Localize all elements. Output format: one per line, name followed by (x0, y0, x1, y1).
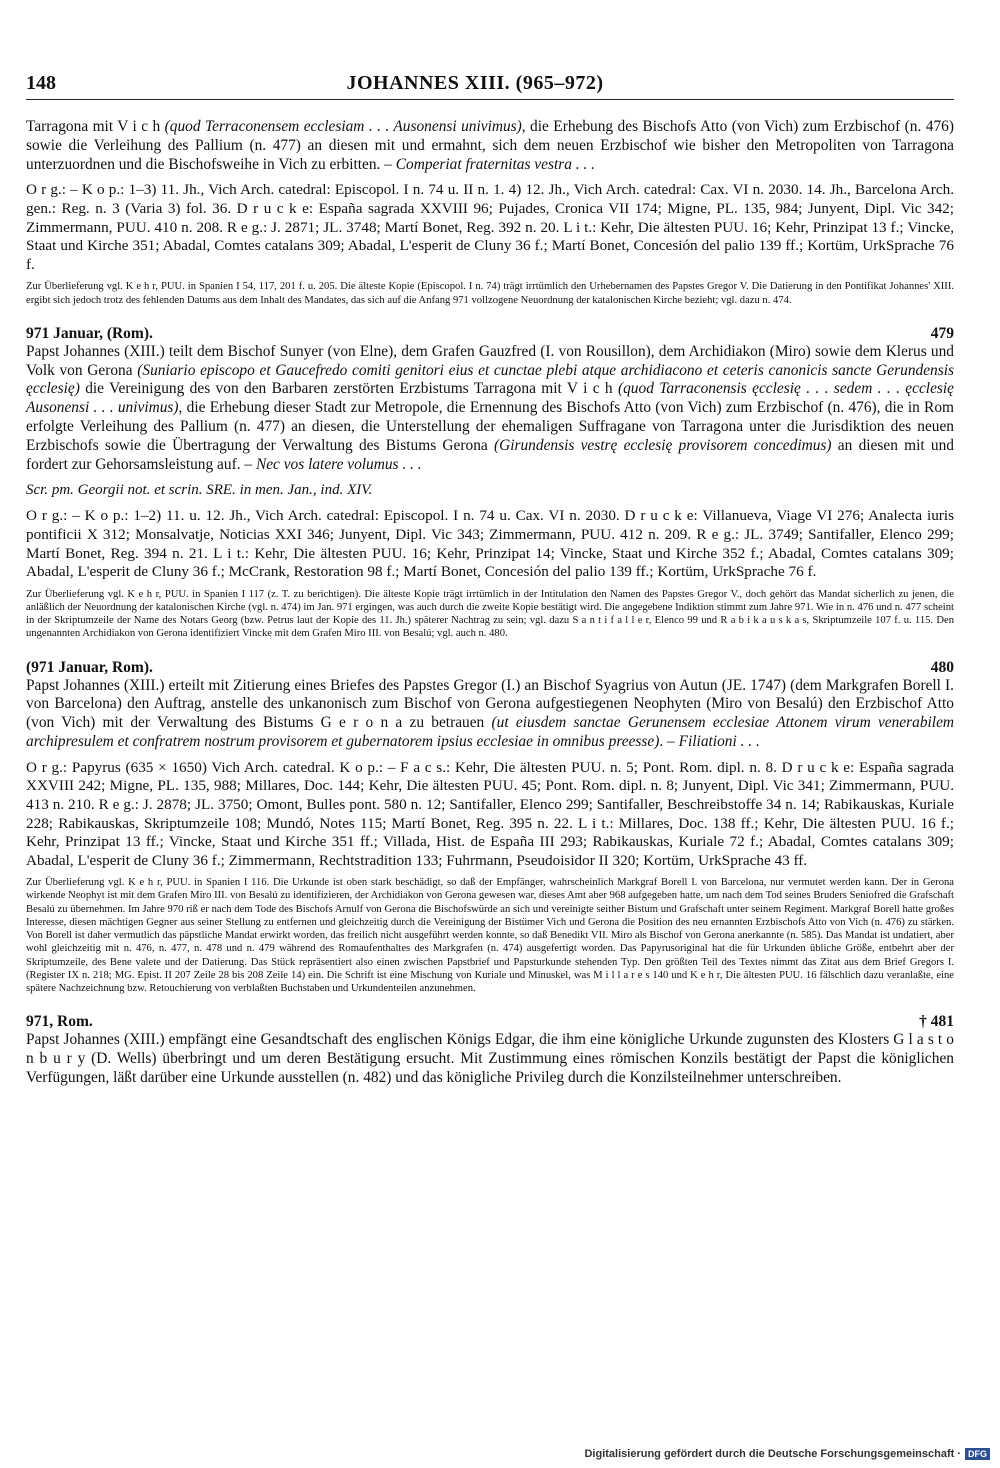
entry-body: Tarragona mit V i c h (quod Terraconensem ecclesiam . . . Ausonensi univimus), die Erhebung des Bischofs Atto (von Vich) zum Erzbischof (n. 476) sowie die Verleihung des Pallium (n. 477) an diesen mit und ermahnt, sich dem neuen Erzbischof wie bisher den Metropoliten von Tarragona unterzuordnen und die Bischofsweihe in Vich zu erbitten. – Comperiat fraternitas vestra . . . (26, 118, 954, 173)
entry-notes: O r g.: – K o p.: 1–3) 11. Jh., Vich Arch. catedral: Episcopol. I n. 74 u. II n. 1. 4) 12. Jh., Vich Arch. catedral: Cax. VI n. 2030. 14. Jh., Barcelona Arch. gen.: Reg. n. 3 (Varia 3) fol. 36. D r u c k e: España sagrada XXVIII 96; Pujades, Cronica VII 174; Migne, PL. 135, 984; Junyent, Dipl. Vic 342; Zimmermann, PUU. 410 n. 208. R e g.: J. 2871; JL. 3748; Martí Bonet, Reg. 392 n. 20. L i t.: Kehr, Die ältesten PUU. 16; Kehr, Prinzipat 13 f.; Vincke, Staat und Kirche 351; Abadal, Comtes catalans 309; Abadal, L'esperit de Cluny 36 f.; Martí Bonet, Concesión del palio 139 ff.; Kortüm, UrkSprache 76 f. (26, 181, 954, 273)
entry-number: 480 (930, 658, 954, 676)
regest-entry-480 (26, 658, 954, 996)
entry-header (26, 1012, 954, 1031)
page-number: 148 (26, 72, 56, 94)
entry-header (26, 324, 954, 343)
entry-body: Papst Johannes (XIII.) teilt dem Bischof Sunyer (von Elne), dem Grafen Gauzfred (I. von Rousillon), dem Archidiakon (Miro) sowie dem Klerus und Volk von Gerona (Suniario episcopo et Gaucefredo comiti genitori eius et cunctae plebi atque archidiacono et ceteris canonicis sancte Gerundensis ęcclesię) die Vereinigung des von den Barbaren zerstörten Erzbistums Tarragona mit V i c h (quod Tarraconensis ęcclesię . . . sedem . . . ęcclesię Ausonensi . . . univimus), die Erhebung dieser Stadt zur Metropole, die Ernennung des Bischofs Atto (von Vich) zum Erzbischof (n. 476), die in Rom erfolgte Verleihung des Pallium (n. 477) an diesen, die Unterstellung der ehemaligen Suffragane von Tarragona unter die Jurisdiktion des neuen Erzbischofs sowie die Übertragung der Verwaltung des Bistums Gerona (Girundensis vestrę ecclesię provisorem concedimus) an diesen mit und fordert zur Gehorsamsleistung auf. – Nec vos latere volumus . . . (26, 342, 955, 473)
continued-entry (26, 118, 954, 307)
document-page (26, 72, 954, 1088)
dfg-logo-icon: DFG (965, 1448, 990, 1460)
entry-commentary: Zur Überlieferung vgl. K e h r, PUU. in Spanien I 117 (z. T. zu berichtigen). Die älteste Kopie trägt irrtümlich in der Intitulation den Namen des Papstes Gregor V., doch gehört das Mandat sicherlich zu jenen, die anläßlich der Neuordnung der katalonischen Kirche (vgl. n. 474) im Jan. 971 ergingen, was auch durch die zweite Kopie bestätigt wird. Die angegebene Indiktion stimmt zum Jahre 971. Wie in n. 476 und n. 477 scheint in der Skriptumzeile der Name des Notars Georg (bzw. Petrus laut der Kopie des 11. Jh.) späterer Nachtrag zu sein; vgl. dazu S a n t i f a l l e r, Elenco 99 und R a b i k a u s k a s, Skriptumzeile 107 f. u. 115. Den ungenannten Archidiakon von Gerona identifiziert Vincke mit dem Grafen Miro III. von Besalú; vgl. auch n. 480. (26, 588, 954, 640)
entry-header (26, 658, 954, 677)
footer-text: Digitalisierung gefördert durch die Deutsche Forschungsgemeinschaft · (584, 1448, 961, 1460)
entry-notes: O r g.: – K o p.: 1–2) 11. u. 12. Jh., Vich Arch. catedral: Episcopol. I n. 74 u. Cax. VI n. 2030. D r u c k e: Villanueva, Viage VI 276; Analecta iuris pontificii X 312; Monsalvatje, Noticias XXI 346; Junyent, Dipl. Vic 343; Zimmermann, PUU. 412 n. 209. R e g.: JL. 3749; Santifaller, Elenco 299; Martí Bonet, Reg. 394 n. 21. L i t.: Kehr, Die ältesten PUU. 16; Kehr, Prinzipat 14; Vincke, Staat und Kirche 352 f.; Abadal, Comtes catalans 309; Abadal, L'esperit de Cluny 36 f.; McCrank, Restoration 98 f.; Martí Bonet, Concesión del palio 139 ff.; Kortüm, UrkSprache 76 f. (26, 507, 954, 581)
entry-date: (971 Januar, Rom). (26, 658, 153, 676)
entry-date: 971 Januar, (Rom). (26, 324, 153, 342)
entry-commentary: Zur Überlieferung vgl. K e h r, PUU. in Spanien I 54, 117, 201 f. u. 205. Die älteste Kopie (Episcopol. I n. 74) trägt irrtümlich den Urhebernamen des Papstes Gregor V. Die Datierung in den Pontifikat Johannes' XIII. ergibt sich jedoch trotz des fehlenden Datums aus dem Inhalt des Mandates, das sich auf die Anfang 971 vollzogene Neuordnung der katalonischen Kirche bezieht; vgl. dazu n. 474. (26, 281, 954, 306)
entry-body: Papst Johannes (XIII.) erteilt mit Zitierung eines Briefes des Papstes Gregor (I.) an Bischof Syagrius von Autun (JE. 1747) (dem Markgrafen Borell I. von Barcelona) den Auftrag, anstelle des unkanonisch zum Bischof von Gerona aufgestiegenen Neophyten (Miro von Besalú) den Erzbischof Atto (von Vich) mit der Verwaltung des Bistums G e r o n a zu betrauen (ut eiusdem sanctae Gerunensem ecclesiae Attonem virum venerabilem archipresulem et confratrem nostrum provisorem et gubernatorem ipsius ecclesiae in omnibus preesse). – Filiationi . . . (26, 676, 955, 750)
regest-entry-481 (26, 1012, 954, 1087)
dating-line: Scr. pm. Georgii not. et scrin. SRE. in men. Jan., ind. XIV. (26, 482, 373, 499)
regest-entry-479 (26, 324, 954, 641)
digitization-footer (584, 1448, 990, 1460)
entry-date: 971, Rom. (26, 1013, 93, 1031)
entry-commentary: Zur Überlieferung vgl. K e h r, PUU. in Spanien I 116. Die Urkunde ist oben stark beschädigt, so daß der Empfänger, wahrscheinlich Markgraf Borell I. von Barcelona, nur vermutet werden kann. Der in Gerona wirkende Neophyt ist mit dem Grafen Miro III. von Besalú zu identifizieren, der Archidiakon von Gerona gewesen war, dieses Amt aber 968 aufgegeben hatte, um nach dem Tod seines Bruders Seniofred die Grafschaft Besalú zu übernehmen. Im Jahre 970 riß er nach dem Tode des Bischofs Arnulf von Gerona die Bischofswürde an sich und vereinigte seither Bistum und Grafschaft unter seinem Regiment. Markgraf Borell hatte großes Interesse, diesen mächtigen Gegner aus seiner Stellung zu entfernen und gleichzeitig durch die Vereinigung der Bistümer Vich und Gerona die Position des neu ernannten Erzbischofs Atto von Vich (n. 476) zu stärken. Von Borell ist daher vermutlich das päpstliche Mandat erwirkt worden, das freilich nicht ausgeführt werden konnte, so daß Benedikt VII. Miro als Bischof von Gerona anerkannte (n. 585). Das Mandat ist undatiert, aber wohl gleichzeitig mit n. 476, n. 477, n. 478 und n. 479 während des Romaufenthaltes des Markgrafen (n. 474) ausgefertigt worden. Das Papyrusoriginal hat die für Urkunden übliche Größe, entbehrt aber der Skriptumzeile, des Bene valete und der Datierung. Das Stück repräsentiert also einen zwischen Papstbrief und Papsturkunde stehenden Typ. Den größten Teil des Textes nimmt das Zitat aus dem Brief Gregors I. (Register IX n. 218; MG. Epist. II 207 Zeile 28 bis 208 Zeile 14) ein. Die Schrift ist eine Mischung von Kuriale und Minuskel, was M i l l a r e s 140 und K e h r, Die ältesten PUU. 16 fälschlich dazu veranlaßte, eine spätere Nachzeichnung bzw. Retouchierung von verblaßten Buchstaben und Urkundenteilen anzunehmen. (26, 877, 954, 994)
entry-body: Papst Johannes (XIII.) empfängt eine Gesandtschaft des englischen Königs Edgar, die ihm eine königliche Urkunde zugunsten des Klosters G l a s t o n b u r y (D. Wells) überbringt und um deren Bestätigung ersucht. Mit Zustimmung eines römischen Konzils bestätigt der Papst die königlichen Verfügungen, läßt darüber eine Urkunde ausstellen (n. 482) und das königliche Privileg durch die Konzilsteilnehmer unterschreiben. (26, 1031, 954, 1086)
running-head (26, 72, 954, 95)
entry-number: † 481 (919, 1013, 954, 1031)
entry-number: 479 (930, 324, 954, 342)
page-title: JOHANNES XIII. (965–972) (346, 72, 604, 94)
entry-notes: O r g.: Papyrus (635 × 1650) Vich Arch. catedral. K o p.: – F a c s.: Kehr, Die ältesten PUU. n. 5; Pont. Rom. dipl. n. 8. D r u c k e: España sagrada XXVIII 242; Migne, PL. 135, 988; Millares, Doc. 144; Kehr, Die ältesten PUU. 45; Pont. Rom. dipl. n. 8; Junyent, Dipl. Vic 341; Zimmermann, PUU. 413 n. 210. R e g.: J. 2878; JL. 3750; Omont, Bulles pont. 580 n. 12; Santifaller, Elenco 299; Santifaller, Beschreibstoffe 34 n. 14; Rabikauskas, Kuriale 228; Rabikauskas, Skriptumzeile 108; Mundó, Notes 115; Martí Bonet, Reg. 395 n. 22. L i t.: Millares, Doc. 138 ff.; Kehr, Die ältesten PUU. 16 f.; Kehr, Prinzipat 13 ff.; Vincke, Staat und Kirche 351 ff.; Villada, Hist. de España III 293; Rabikauskas, Kuriale 72 f.; Abadal, Comtes catalans 309; Abadal, L'esperit de Cluny 36 f.; Zimmermann, Rechtstradition 133; Fuhrmann, Pseudoisidor II 320; Kortüm, UrkSprache 43 ff. (26, 758, 954, 869)
header-rule (26, 99, 954, 100)
